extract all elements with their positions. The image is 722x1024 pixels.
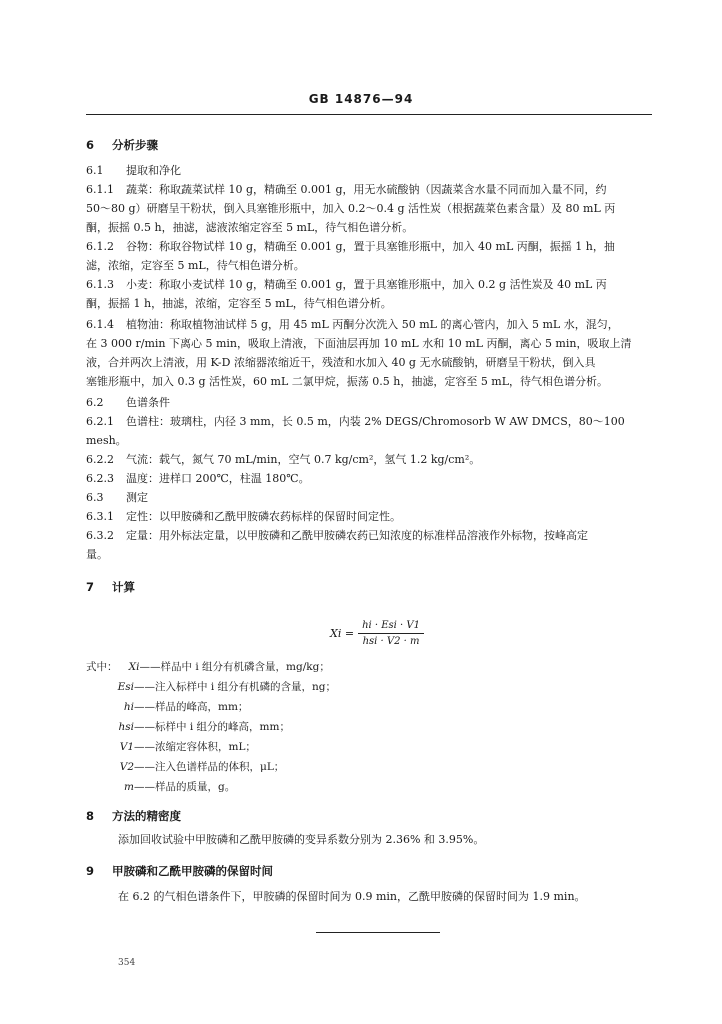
section-6-1-1-line-1: 6.1.1 蔬菜：称取蔬菜试样 10 g，精确至 0.001 g，用无水硫酸钠（因蔬菜含水量不同而加入量不同，约 <box>86 183 607 196</box>
section-6-1-2-line-2: 滤，浓缩，定容至 5 mL，待气相色谱分析。 <box>86 259 305 272</box>
formula-fraction <box>358 620 424 647</box>
legend-symbol: hsi <box>118 721 134 733</box>
end-rule <box>316 932 440 933</box>
header-rule <box>86 114 652 115</box>
legend-symbol: hi <box>123 701 134 713</box>
legend-item <box>86 779 235 794</box>
formula-denominator: hsi · V2 · m <box>362 636 420 647</box>
section-6-2-1-line-2: mesh。 <box>86 434 127 447</box>
section-6-3-2-line-1: 6.3.2 定量：用外标法定量，以甲胺磷和乙酰甲胺磷农药已知浓度的标准样品溶液作外标物，按峰高定 <box>86 529 588 542</box>
legend-intro: 式中： <box>86 661 118 673</box>
section-7-heading: 7 计算 <box>86 580 135 594</box>
calculation-formula <box>330 620 424 647</box>
legend-description: ——样品的峰高，mm； <box>134 701 249 713</box>
section-6-2-heading: 6.2 色谱条件 <box>86 396 170 409</box>
legend-symbol: V2 <box>119 761 134 773</box>
section-6-1-heading: 6.1 提取和净化 <box>86 164 181 177</box>
legend-symbol: Esi <box>117 681 134 693</box>
page-number: 354 <box>118 958 136 968</box>
legend-item <box>86 759 284 774</box>
section-6-1-4-line-3: 液，合并两次上清液，用 K-D 浓缩器浓缩近干，残渣和水加入 40 g 无水硫酸钠，研磨呈干粉状，倒入具 <box>86 356 596 369</box>
page-header <box>0 92 722 106</box>
section-8-heading: 8 方法的精密度 <box>86 809 181 823</box>
section-6-2-3-line-1: 6.2.3 温度：进样口 200℃，柱温 180℃。 <box>86 472 310 485</box>
legend-description: ——样品中 i 组分有机磷含量，mg/kg； <box>139 661 330 673</box>
section-6-3-heading: 6.3 测定 <box>86 491 148 504</box>
section-6-1-1-line-3: 酮，振摇 0.5 h，抽滤，滤液浓缩定容至 5 mL，待气相色谱分析。 <box>86 221 414 234</box>
section-6-3-2-line-2: 量。 <box>86 548 108 561</box>
legend-description: ——标样中 i 组分的峰高，mm； <box>134 721 290 733</box>
section-6-2-2-line-1: 6.2.2 气流：载气，氮气 70 mL/min，空气 0.7 kg/cm²，氢气 1.2 kg/cm²。 <box>86 453 481 466</box>
section-9-body: 在 6.2 的气相色谱条件下，甲胺磷的保留时间为 0.9 min，乙酰甲胺磷的保留时间为 1.9 min。 <box>118 890 586 903</box>
section-6-3-1-line-1: 6.3.1 定性：以甲胺磷和乙酰甲胺磷农药标样的保留时间定性。 <box>86 510 401 523</box>
section-6-1-1-line-2: 50～80 g）研磨呈干粉状，倒入具塞锥形瓶中，加入 0.2～0.4 g 活性炭（根据蔬菜色素含量）及 80 mL 丙 <box>86 202 616 215</box>
legend-symbol: m <box>124 781 134 793</box>
section-9-heading: 9 甲胺磷和乙酰甲胺磷的保留时间 <box>86 864 273 878</box>
section-6-heading: 6 分析步骤 <box>86 138 158 152</box>
section-6-1-2-line-1: 6.1.2 谷物：称取谷物试样 10 g，精确至 0.001 g，置于具塞锥形瓶中，加入 40 mL 丙酮，振摇 1 h，抽 <box>86 240 615 253</box>
legend-item <box>86 679 336 694</box>
section-6-1-4-line-4: 塞锥形瓶中，加入 0.3 g 活性炭，60 mL 二氯甲烷，振荡 0.5 h，抽滤，定容至 5 mL，待气相色谱分析。 <box>86 375 609 388</box>
legend-item <box>86 739 256 754</box>
legend-description: ——样品的质量，g。 <box>134 781 236 793</box>
legend-item <box>86 659 330 674</box>
legend-symbol: Xi <box>128 661 140 673</box>
standard-number: GB 14876—94 <box>308 92 414 106</box>
section-6-1-4-line-2: 在 3 000 r/min 下离心 5 min，吸取上清液，下面油层再加 10 mL 水和 10 mL 丙酮，离心 5 min，吸取上清 <box>86 337 632 350</box>
formula-numerator: hi · Esi · V1 <box>358 620 424 634</box>
legend-description: ——注入标样中 i 组分有机磷的含量，ng； <box>134 681 337 693</box>
legend-symbol: V1 <box>119 741 134 753</box>
section-6-1-3-line-1: 6.1.3 小麦：称取小麦试样 10 g，精确至 0.001 g，置于具塞锥形瓶中，加入 0.2 g 活性炭及 40 mL 丙 <box>86 278 607 291</box>
formula-lhs: Xi = <box>330 627 355 640</box>
legend-description: ——注入色谱样品的体积，μL； <box>134 761 285 773</box>
legend-description: ——浓缩定容体积，mL； <box>134 741 256 753</box>
legend-item <box>86 699 248 714</box>
legend-item <box>86 719 290 734</box>
section-6-1-4-line-1: 6.1.4 植物油：称取植物油试样 5 g，用 45 mL 丙酮分次洗入 50 mL 的离心管内，加入 5 mL 水，混匀， <box>86 318 619 331</box>
section-8-body: 添加回收试验中甲胺磷和乙酰甲胺磷的变异系数分别为 2.36% 和 3.95%。 <box>118 833 485 846</box>
section-6-1-3-line-2: 酮，振摇 1 h，抽滤，浓缩，定容至 5 mL，待气相色谱分析。 <box>86 297 392 310</box>
section-6-2-1-line-1: 6.2.1 色谱柱：玻璃柱，内径 3 mm，长 0.5 m，内装 2% DEGS/Chromosorb W AW DMCS，80～100 <box>86 415 625 428</box>
